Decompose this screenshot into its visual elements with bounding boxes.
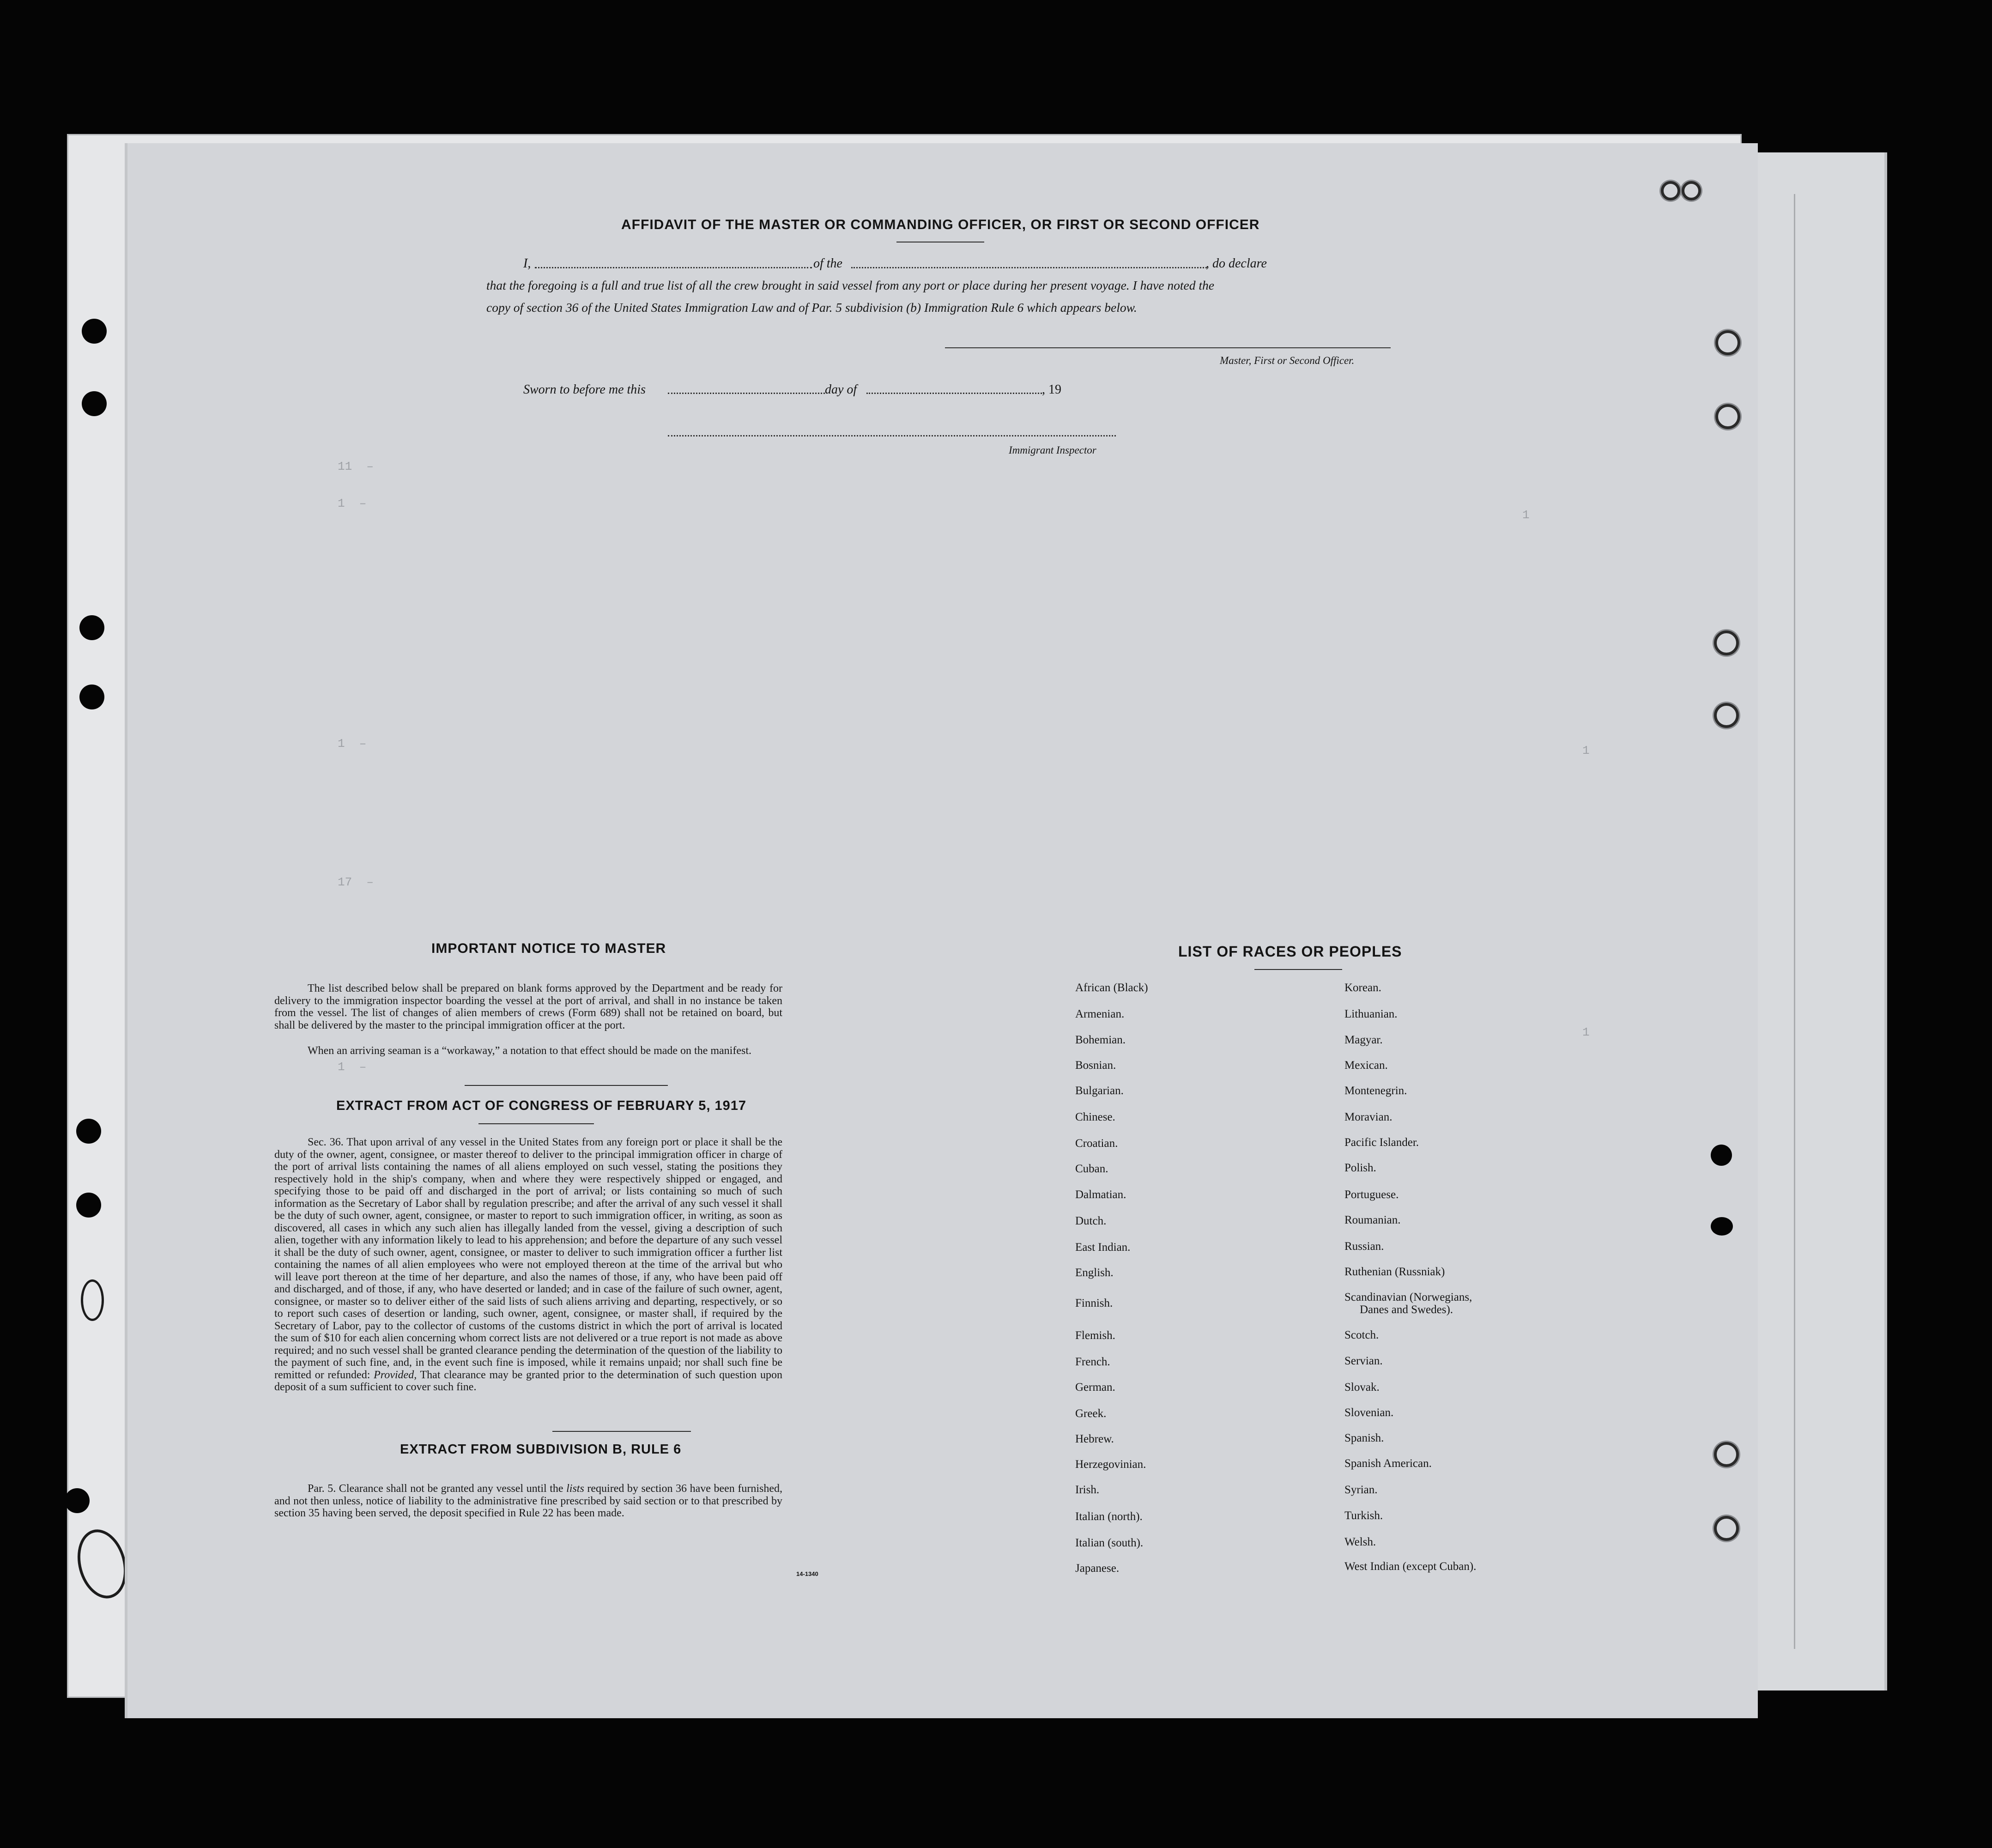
race-item: Portuguese. (1344, 1188, 1399, 1201)
race-item: East Indian. (1075, 1241, 1131, 1254)
sworn-day-label: day of (825, 382, 857, 397)
race-item: Servian. (1344, 1355, 1383, 1367)
affidavit-statement: that the foregoing is a full and true list of all the crew brought in said vessel from any port or place during her present voyage. I have noted the (486, 278, 1214, 292)
race-item: Bulgarian. (1075, 1085, 1124, 1097)
race-item: Welsh. (1344, 1536, 1376, 1548)
race-item: Irish. (1075, 1484, 1100, 1496)
race-item: Spanish American. (1344, 1457, 1432, 1470)
sworn-month-field[interactable] (866, 393, 1042, 394)
pencil-mark (81, 1279, 104, 1321)
bleed-through-mark: 11 – (338, 460, 374, 473)
race-item: Moravian. (1344, 1111, 1393, 1123)
race-item: Mexican. (1344, 1059, 1388, 1072)
race-item: African (Black) (1075, 982, 1148, 994)
form-number: 14-1340 (796, 1570, 818, 1577)
section-rule (465, 1085, 668, 1086)
notice-paragraph: The list described below shall be prepared on blank forms approved by the Department and be ready for delivery to the immigration inspector boarding the vessel at the port of arrival, and shall in no instance be taken from the vessel. The list of changes of alien members of crews (Form 689) shall not be retained on board, but shall be delivered by the master to the principal immigration officer at the port. (274, 982, 782, 1031)
affidavit-declare-label: , do declare (1206, 256, 1267, 271)
race-item: Bohemian. (1075, 1034, 1126, 1046)
race-item: Italian (north). (1075, 1510, 1143, 1523)
race-item: Russian. (1344, 1240, 1384, 1253)
race-item: Slovak. (1344, 1381, 1380, 1394)
rule-body: Par. 5. Clearance shall not be granted any vessel until the (308, 1483, 563, 1495)
section-label: Sec. 36. (308, 1136, 344, 1148)
master-signature-field[interactable] (945, 347, 1391, 348)
race-item: Polish. (1344, 1162, 1376, 1174)
affidavit-i-label: I, (523, 256, 531, 271)
binder-hole (82, 319, 107, 344)
race-item: Hebrew. (1075, 1433, 1114, 1445)
race-item: Turkish. (1344, 1509, 1383, 1522)
notice-title: IMPORTANT NOTICE TO MASTER (431, 941, 666, 956)
race-item: Dalmatian. (1075, 1188, 1126, 1201)
race-item: Syrian. (1344, 1484, 1378, 1496)
race-item: Flemish. (1075, 1329, 1115, 1342)
race-item: Italian (south). (1075, 1537, 1144, 1549)
affidavit-title: AFFIDAVIT OF THE MASTER OR COMMANDING OFFICER, OR FIRST OR SECOND OFFICER (621, 217, 1260, 232)
race-item: Dutch. (1075, 1215, 1107, 1227)
affidavit-statement-cont: copy of section 36 of the United States Immigration Law and of Par. 5 subdivision (b) Immigration Rule 6 which appears below. (486, 300, 1137, 315)
race-item: Lithuanian. (1344, 1008, 1398, 1020)
bleed-through-mark: 1 (1522, 508, 1530, 522)
race-item: West Indian (except Cuban). (1344, 1560, 1477, 1573)
punch-hole (1682, 181, 1701, 200)
race-item: Scandinavian (Norwegians, (1344, 1291, 1472, 1303)
inspector-signature-field[interactable] (668, 435, 1116, 436)
race-item: Scotch. (1344, 1329, 1379, 1341)
punch-hole (1714, 1516, 1739, 1541)
section-36-text (274, 1136, 782, 1394)
affidavit-of-the-label: of the (813, 256, 842, 271)
manifest-page (125, 143, 1758, 1718)
bleed-through-mark: 1 – (338, 737, 367, 751)
binder-hole (82, 391, 107, 416)
race-item-continued: Danes and Swedes). (1360, 1303, 1453, 1316)
race-item: Montenegrin. (1344, 1085, 1407, 1097)
master-name-field[interactable] (535, 267, 812, 268)
punch-hole (1714, 1442, 1739, 1467)
race-item: French. (1075, 1356, 1110, 1368)
bleed-through-mark: 1 – (338, 1060, 367, 1074)
race-item: Herzegovinian. (1075, 1458, 1146, 1471)
race-item: Korean. (1344, 982, 1381, 994)
race-item: Greek. (1075, 1407, 1107, 1420)
race-item: Ruthenian (Russniak) (1344, 1266, 1445, 1278)
inspector-label: Immigrant Inspector (1009, 444, 1096, 456)
bleed-through-mark: 17 – (338, 875, 374, 889)
race-item: German. (1075, 1381, 1115, 1394)
binder-hole (79, 685, 104, 709)
rear-sheet-edge (1755, 194, 1795, 1649)
section-body-end: That clearance may be granted prior to the determination of such question upon deposit of a sum sufficient to cover such fine. (274, 1369, 783, 1393)
rule-body-cont: required by section 36 have been furnished, and not then unless, notice of liability to the administrative fine prescribed by said section or to that prescribed by section 35 having been served, the deposit specified in Rule 22 has been made. (274, 1483, 783, 1519)
race-item: Bosnian. (1075, 1059, 1116, 1072)
race-item: Magyar. (1344, 1034, 1383, 1046)
punch-hole (1714, 630, 1739, 655)
race-item: Armenian. (1075, 1008, 1125, 1020)
race-item: Spanish. (1344, 1432, 1384, 1444)
punch-hole (1711, 1217, 1733, 1236)
race-item: Finnish. (1075, 1297, 1113, 1309)
race-item: Chinese. (1075, 1111, 1115, 1123)
punch-hole (1711, 1145, 1732, 1166)
races-title: LIST OF RACES OR PEOPLES (1178, 943, 1402, 960)
notice-workaway-paragraph: When an arriving seaman is a “workaway,” a notation to that effect should be made on the manifest. (308, 1045, 751, 1057)
punch-hole (1715, 404, 1740, 429)
provided-word: Provided, (374, 1369, 417, 1381)
race-item: English. (1075, 1266, 1114, 1279)
section-rule (552, 1431, 691, 1432)
bleed-through-mark: 1 (1582, 744, 1590, 757)
title-underline (478, 1123, 594, 1124)
signature-label: Master, First or Second Officer. (1220, 355, 1355, 366)
punch-hole (1714, 703, 1739, 728)
race-item: Cuban. (1075, 1163, 1108, 1175)
bleed-through-mark: 1 – (338, 497, 367, 510)
binder-hole (65, 1488, 90, 1513)
race-item: Croatian. (1075, 1137, 1118, 1150)
extract-act-title: EXTRACT FROM ACT OF CONGRESS OF FEBRUARY 5, 1917 (336, 1098, 747, 1113)
rule-6-text (274, 1483, 782, 1520)
vessel-name-field[interactable] (851, 267, 1207, 268)
binder-hole (79, 615, 104, 640)
race-item: Roumanian. (1344, 1214, 1401, 1226)
binder-hole (76, 1193, 101, 1218)
sworn-label: Sworn to before me this (523, 382, 646, 397)
punch-hole (1715, 330, 1740, 355)
lists-word: lists (566, 1483, 584, 1495)
race-item: Pacific Islander. (1344, 1136, 1419, 1149)
sworn-year-label: , 19 (1042, 382, 1061, 397)
section-body: That upon arrival of any vessel in the United States from any foreign port or place it shall be the duty of the owner, agent, consignee, or master thereof to deliver to the principal immigration officer in charge of the port of arrival lists containing the names of all aliens employed on such vessel, stating the positions they respectively hold in the ship's company, when and where they were respectively shipped or engaged, and specifying those to be paid off and discharged in the port of arrival; or lists containing so much of such information as the Secretary of Labor shall by regulation prescribe; and after the arrival of any such vessel it shall be the duty of such owner, agent, consignee, or master to report to such immigration officer, in writing, as soon as discovered, all cases in which any such alien has illegally landed from the vessel, giving a description of such alien, together with any information likely to lead to his apprehension; and before the departure of any such vessel it shall be the duty of such owner, agent, consignee, or master to deliver to such immigration officer a further list containing the names of all alien employees who were not employed thereon at the time of the arrival but who will leave port thereon at the time of her departure, and also the names of those, if any, who have been paid off and discharged, and of those, if any, who have deserted or landed; and in case of the failure of such owner, agent, consignee, or master so to deliver either of the said lists of such aliens arriving and departing, respectively, or so to report such cases of desertion or landing, such owner, agent, consignee, or master shall, if required by the Secretary of Labor, pay to the collector of customs of the customs district in which the port of arrival is located the sum of $10 for each alien concerning whom correct lists are not delivered or a true report is not made as above required; and no such vessel shall be granted clearance pending the determination of the question of the liability to the payment of such fine, and, in the event such fine is imposed, while it remains unpaid; nor shall such fine be remitted or refunded: (274, 1136, 782, 1381)
race-item: Japanese. (1075, 1562, 1120, 1575)
binder-hole (76, 1119, 101, 1144)
title-underline (1254, 969, 1342, 970)
bleed-through-mark: 1 (1582, 1025, 1590, 1039)
race-item: Slovenian. (1344, 1406, 1394, 1419)
sworn-day-field[interactable] (668, 393, 825, 394)
extract-rule-title: EXTRACT FROM SUBDIVISION B, RULE 6 (400, 1442, 682, 1457)
punch-hole (1661, 181, 1680, 200)
